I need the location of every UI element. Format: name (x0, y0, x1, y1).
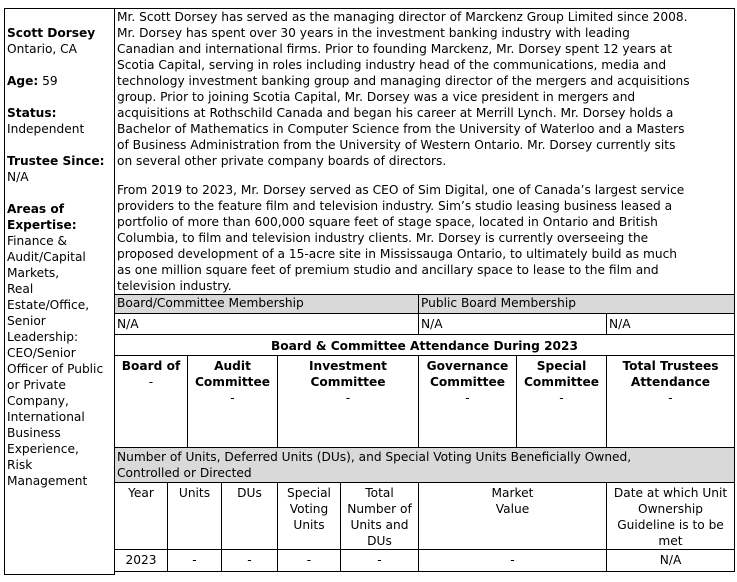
board-committee-membership-header: Board/Committee Membership (114, 294, 419, 314)
attendance-value: - (559, 391, 564, 405)
public-board-membership-value: N/A (606, 313, 735, 335)
units-cell-ownership-date: N/A (606, 549, 735, 572)
attendance-governance-column (418, 355, 517, 448)
attendance-header: Committee (429, 375, 506, 389)
units-header-text: Total (365, 486, 394, 500)
units-title-line: Controlled or Directed (117, 466, 252, 480)
units-header-special-voting-units (277, 482, 341, 550)
units-header-market-value (418, 482, 607, 550)
units-header-year (114, 482, 168, 550)
expertise-line: Estate/Office, (7, 298, 90, 312)
board-committee-membership-value: N/A (114, 313, 419, 335)
units-cell-year: 2023 (114, 549, 168, 572)
public-board-membership-value: N/A (418, 313, 607, 335)
units-header-text: Year (128, 486, 154, 500)
units-cell-market-value: - (418, 549, 607, 572)
bio-line: proposed development of a 15-acre site in Mississauga Ontario, to ultimately build as much (117, 247, 678, 261)
attendance-header: Committee (194, 375, 271, 389)
attendance-value: - (148, 375, 154, 389)
attendance-header: Investment (309, 359, 387, 373)
age-label: Age: (7, 74, 39, 88)
expertise-line: Management (7, 474, 88, 488)
attendance-special-column (516, 355, 607, 448)
bio-paragraph-2 (117, 182, 732, 294)
biography (114, 8, 735, 295)
attendance-header: Total Trustees (622, 359, 719, 373)
trustee-location: Ontario, CA (7, 42, 78, 56)
expertise-line: International (7, 410, 85, 424)
units-header-text: Units (178, 486, 211, 500)
attendance-value: - (465, 391, 470, 405)
bio-line: technology investment banking group and managing director of the mergers and acquisitions (117, 74, 690, 88)
age-value: 59 (38, 74, 58, 88)
units-header-text: met (658, 534, 683, 548)
bio-line: on several other private company boards of directors. (117, 154, 447, 168)
expertise-label-1: Areas of (7, 202, 65, 216)
trustee-name: Scott Dorsey (7, 26, 96, 40)
bio-line: Bachelor of Mathematics in Computer Science from the University of Waterloo and a Masters (117, 122, 685, 136)
bio-line: television industry. (117, 279, 232, 293)
public-board-membership-header: Public Board Membership (418, 294, 735, 314)
attendance-audit-column (187, 355, 278, 448)
attendance-header: Audit (214, 359, 251, 373)
bio-line: Scotia Capital, serving in roles including industry head of the communications, media and (117, 58, 667, 72)
bio-line: From 2019 to 2023, Mr. Dorsey served as CEO of Sim Digital, one of Canada’s largest service (117, 183, 685, 197)
trustee-profile-column (4, 8, 115, 575)
units-header-text: Guideline is to be (617, 518, 724, 532)
table-bottom-border (4, 574, 115, 575)
expertise-line: or Private (7, 378, 66, 392)
units-header-text: Number of (347, 502, 412, 516)
units-header-text: Special (287, 486, 331, 500)
units-cell-units: - (167, 549, 222, 572)
expertise-line: Markets, (7, 266, 60, 280)
units-header-text: Date at which Unit (613, 486, 728, 500)
bio-line: group. Prior to joining Scotia Capital, Mr. Dorsey was a vice president in mergers and (117, 90, 636, 104)
units-header-text: Voting (289, 502, 329, 516)
attendance-investment-column (277, 355, 419, 448)
units-title-line: Number of Units, Deferred Units (DUs), and Special Voting Units Beneficially Owned, (117, 450, 632, 464)
attendance-value: - (345, 391, 351, 405)
bio-line: Mr. Dorsey has spent over 30 years in the investment banking industry with leading (117, 26, 630, 40)
bio-line: of Business Administration from the University of Western Ontario. Mr. Dorsey currently sits (117, 138, 676, 152)
attendance-header: Board of (121, 359, 181, 373)
bio-line: Canadian and international firms. Prior to founding Marckenz, Mr. Dorsey spent 12 years at (117, 42, 673, 56)
bio-line: Columbia, to film and television industry clients. Mr. Dorsey is currently overseeing the (117, 231, 649, 245)
units-header-dus (221, 482, 278, 550)
bio-line: providers to the feature film and television industry. Sim’s studio leasing business leased a (117, 199, 673, 213)
expertise-label-2: Expertise: (7, 218, 77, 232)
attendance-header: Special (536, 359, 587, 373)
attendance-total-column (606, 355, 735, 448)
expertise-line: Senior (7, 314, 46, 328)
attendance-title: Board & Committee Attendance During 2023 (114, 334, 735, 356)
expertise-line: Risk (7, 458, 33, 472)
units-cell-total: - (340, 549, 419, 572)
units-cell-special-voting: - (277, 549, 341, 572)
bio-line: Mr. Scott Dorsey has served as the managing director of Marckenz Group Limited since 2008. (117, 10, 688, 24)
status-label: Status: (7, 106, 57, 120)
attendance-value: - (668, 391, 673, 405)
units-header-total (340, 482, 419, 550)
trustee-since-label: Trustee Since: (7, 154, 105, 168)
attendance-board-column (114, 355, 188, 448)
bio-line: portfolio of more than 600,000 square feet of stage space, located in Ontario and British (117, 215, 658, 229)
age-row (7, 73, 112, 89)
bio-line: as one million square feet of premium studio and ancillary space to lease to the film and (117, 263, 659, 277)
units-header-text: Units and (350, 518, 409, 532)
units-header-ownership-date (606, 482, 735, 550)
expertise-line: CEO/Senior (7, 346, 76, 360)
bio-line: acquisitions at Rothschild Canada and began his career at Merrill Lynch. Mr. Dorsey holds a (117, 106, 674, 120)
units-header-units (167, 482, 222, 550)
units-ownership-title (114, 447, 735, 483)
expertise-line: Experience, (7, 442, 79, 456)
units-header-text: Value (495, 502, 530, 516)
units-header-text: Ownership (638, 502, 703, 516)
expertise-line: Real (7, 282, 34, 296)
units-header-text: Units (293, 518, 325, 532)
units-cell-dus: - (221, 549, 278, 572)
expertise-line: Company, (7, 394, 69, 408)
bio-paragraph-1 (117, 9, 732, 169)
trustee-since-value: N/A (7, 170, 29, 184)
expertise-line: Officer of Public (7, 362, 104, 376)
units-header-text: DUs (237, 486, 262, 500)
attendance-value: - (230, 391, 235, 405)
attendance-header: Committee (310, 375, 386, 389)
units-header-text: DUs (367, 534, 392, 548)
expertise-line: Audit/Capital (7, 250, 86, 264)
attendance-header: Committee (523, 375, 600, 389)
expertise-line: Leadership: (7, 330, 79, 344)
status-value: Independent (7, 122, 85, 136)
expertise-line: Finance & (7, 234, 68, 248)
expertise-line: Business (7, 426, 61, 440)
attendance-header: Attendance (630, 375, 711, 389)
attendance-header: Governance (426, 359, 509, 373)
units-header-text: Market (491, 486, 534, 500)
